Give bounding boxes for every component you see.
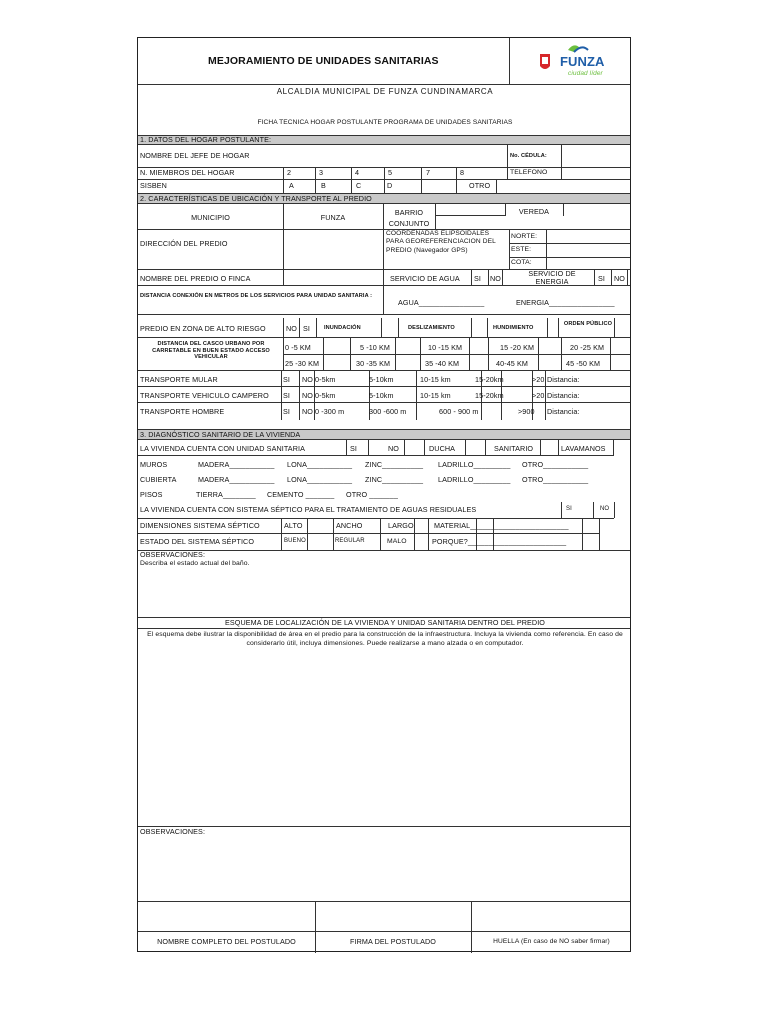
energia-distance: ENERGIA________________ [516, 298, 615, 307]
km-range: 0 -5 KM [285, 343, 311, 352]
form-title: MEJORAMIENTO DE UNIDADES SANITARIAS [208, 55, 439, 67]
direccion-label: DIRECCIÓN DEL PREDIO [140, 239, 228, 248]
miembro-num: 5 [388, 168, 393, 177]
septico-label: LA VIVIENDA CUENTA CON SISTEMA SÉPTICO PARA EL TRATAMIENTO DE AGUAS RESIDUALES [140, 505, 477, 514]
pisos-option: OTRO _______ [346, 490, 398, 499]
section-1-heading: 1. DATOS DEL HOGAR POSTULANTE: [140, 135, 272, 144]
alcaldia-heading: ALCALDIA MUNICIPAL DE FUNZA CUNDINAMARCA [276, 87, 494, 96]
energia-si: SI [598, 274, 605, 283]
nombre-postulado-label: NOMBRE COMPLETO DEL POSTULADO [157, 937, 296, 946]
vereda-label: VEREDA [518, 207, 550, 216]
range-option: 0-5km [315, 375, 336, 384]
range-option: 0-5km [315, 391, 336, 400]
logo-wordmark: FUNZA [560, 54, 605, 69]
range-option: 15-20km [475, 375, 504, 384]
sisben-option: C [356, 181, 362, 190]
describa-label: Describa el estado actual del baño. [140, 560, 250, 567]
riesgo-option: ORDEN PÚBLICO [563, 321, 613, 327]
muros-option: MADERA___________ [198, 460, 275, 469]
km-range: 45 -50 KM [566, 359, 601, 368]
huella-label: HUELLA (En caso de NO saber firmar) [493, 938, 610, 945]
no-option: NO [302, 391, 313, 400]
cota-label: COTA: [511, 259, 532, 266]
si-option: SI [283, 375, 290, 384]
dim-option: ANCHO [336, 521, 363, 530]
miembro-num: 4 [355, 168, 360, 177]
distancia-casco-label: DISTANCIA DEL CASCO URBANO POR CARRETABLE EN BUEN ESTADO ACCESO VEHICULAR [152, 341, 270, 360]
range-option: 15-20km [475, 391, 504, 400]
range-option: 10-15 km [420, 375, 451, 384]
energia-no: NO [614, 274, 625, 283]
septico-si: SI [566, 506, 572, 512]
observaciones-label: OBSERVACIONES: [140, 550, 206, 559]
distancia-label: Distancia: [547, 375, 580, 384]
barrio-label: BARRIO [394, 208, 424, 217]
range-option: 300 -600 m [369, 407, 407, 416]
cubierta-option: OTRO___________ [522, 475, 589, 484]
no-option: NO [302, 407, 313, 416]
sanitario-label: SANITARIO [494, 444, 534, 453]
km-range: 25 -30 KM [285, 359, 320, 368]
conjunto-label: CONJUNTO [388, 219, 430, 228]
distancia-label: Distancia: [547, 407, 580, 416]
form-sheet [137, 37, 631, 952]
range-option: 600 - 900 m [439, 407, 479, 416]
km-range: 10 -15 KM [428, 343, 463, 352]
sisben-option: A [289, 181, 294, 190]
range-option: 10-15 km [420, 391, 451, 400]
miembro-num: 3 [319, 168, 324, 177]
km-range: 30 -35 KM [356, 359, 391, 368]
cubierta-option: MADERA___________ [198, 475, 275, 484]
ficha-heading: FICHA TECNICA HOGAR POSTULANTE PROGRAMA DE UNIDADES SANITARIAS [257, 119, 513, 126]
funza-logo [518, 42, 626, 82]
transporte-label: TRANSPORTE MULAR [140, 375, 218, 384]
esquema-instructions: El esquema debe ilustrar la disponibilidad de área en el predio para la construcción de la infraestructura. Incluya la vivienda como referencia. En caso de considerarlo útil, incluya dimensiones. Puede realizarse a mano alzada o en computador. [147, 631, 623, 647]
no-option: NO [302, 375, 313, 384]
estado-option: MALO [387, 538, 407, 545]
muros-option: LONA___________ [287, 460, 353, 469]
miembro-num: 2 [287, 168, 292, 177]
transporte-label: TRANSPORTE VEHICULO CAMPERO [140, 391, 269, 400]
pisos-label: PISOS [140, 490, 163, 499]
section-3-heading: 3. DIAGNÓSTICO SANITARIO DE LA VIVIENDA [140, 430, 301, 439]
range-option: 0 -300 m [315, 407, 345, 416]
riesgo-label: PREDIO EN ZONA DE ALTO RIESGO [140, 324, 266, 333]
ducha-label: DUCHA [429, 444, 456, 453]
cubierta-option: LADRILLO_________ [438, 475, 511, 484]
nombre-predio-label: NOMBRE DEL PREDIO O FINCA [140, 274, 251, 283]
agua-distance: AGUA________________ [398, 298, 485, 307]
funza-value: FUNZA [320, 213, 346, 222]
pisos-option: CEMENTO _______ [267, 490, 335, 499]
dimensiones-label: DIMENSIONES SISTEMA SÉPTICO [140, 521, 260, 530]
telefono-label: TELEFONO [510, 169, 548, 176]
agua-si: SI [474, 274, 481, 283]
lavamanos-label: LAVAMANOS [561, 444, 606, 453]
range-option: >20 [532, 391, 545, 400]
servicio-agua-label: SERVICIO DE AGUA [390, 274, 460, 283]
sisben-label: SISBEN [140, 181, 167, 190]
transporte-label: TRANSPORTE HOMBRE [140, 407, 225, 416]
sisben-option: D [387, 181, 393, 190]
riesgo-si: SI [303, 324, 310, 333]
firma-postulado-label: FIRMA DEL POSTULADO [350, 937, 436, 946]
cubierta-option: ZINC__________ [365, 475, 424, 484]
esquema-heading: ESQUEMA DE LOCALIZACIÓN DE LA VIVIENDA Y UNIDAD SANITARIA DENTRO DEL PREDIO [225, 618, 545, 627]
miembro-num: 7 [426, 168, 431, 177]
muros-option: ZINC__________ [365, 460, 424, 469]
este-label: ESTE: [511, 246, 532, 253]
muros-option: OTRO___________ [522, 460, 589, 469]
distancia-conexion-label: DISTANCIA CONEXIÓN EN METROS DE LOS SERVICIOS PARA UNIDAD SANITARIA : [140, 293, 373, 299]
range-option: 5-10km [369, 391, 394, 400]
coordenadas-label: COORDENADAS ELIPSOIDALES PARA GEOREFERENCIACION DEL PREDIO (Navegador GPS) [386, 230, 496, 254]
km-range: 40-45 KM [496, 359, 528, 368]
estado-option: REGULAR [335, 538, 365, 544]
riesgo-option: INUNDACIÓN [324, 325, 361, 331]
section-2-heading: 2. CARACTERÍSTICAS DE UBICACIÓN Y TRANSPORTE AL PREDIO [140, 194, 372, 203]
estado-option: BUENO [284, 538, 306, 544]
cedula-label: No. CÉDULA: [510, 153, 547, 159]
km-range: 20 -25 KM [570, 343, 605, 352]
distancia-label: Distancia: [547, 391, 580, 400]
norte-label: NORTE: [511, 233, 538, 240]
riesgo-option: HUNDIMIENTO [493, 325, 534, 331]
cuenta-no: NO [388, 444, 399, 453]
si-option: SI [283, 407, 290, 416]
pisos-option: TIERRA________ [196, 490, 256, 499]
observaciones-final-label: OBSERVACIONES: [140, 827, 206, 836]
otro-label: OTRO [469, 181, 491, 190]
septico-no: NO [600, 506, 610, 512]
dim-option: MATERIAL________________________ [434, 521, 569, 530]
dim-option: LARGO [388, 521, 414, 530]
sisben-option: B [321, 181, 326, 190]
km-range: 15 -20 KM [500, 343, 535, 352]
miembro-num: 8 [460, 168, 465, 177]
cubierta-option: LONA___________ [287, 475, 353, 484]
miembros-label: N. MIEMBROS DEL HOGAR [140, 168, 235, 177]
range-option: 5-10km [369, 375, 394, 384]
estado-label: ESTADO DEL SISTEMA SÉPTICO [140, 537, 255, 546]
cuenta-si: SI [350, 444, 357, 453]
range-option: >20 [532, 375, 545, 384]
estado-option: PORQUE?________________________ [432, 537, 567, 546]
dim-option: ALTO [284, 521, 303, 530]
km-range: 5 -10 KM [360, 343, 390, 352]
km-range: 35 -40 KM [425, 359, 460, 368]
agua-no: NO [490, 274, 501, 283]
jefe-label: NOMBRE DEL JEFE DE HOGAR [140, 151, 250, 160]
riesgo-option: DESLIZAMIENTO [408, 325, 455, 331]
si-option: SI [283, 391, 290, 400]
riesgo-no: NO [286, 324, 297, 333]
logo-tagline: ciudad líder [568, 70, 603, 77]
municipio-label: MUNICIPIO [191, 213, 230, 222]
cuenta-unidad-label: LA VIVIENDA CUENTA CON UNIDAD SANITARIA [140, 444, 305, 453]
cubierta-label: CUBIERTA [140, 475, 177, 484]
range-option: >900 [518, 407, 535, 416]
muros-option: LADRILLO_________ [438, 460, 511, 469]
muros-label: MUROS [140, 460, 168, 469]
servicio-energia-label: SERVICIO DE ENERGIA [528, 269, 576, 286]
